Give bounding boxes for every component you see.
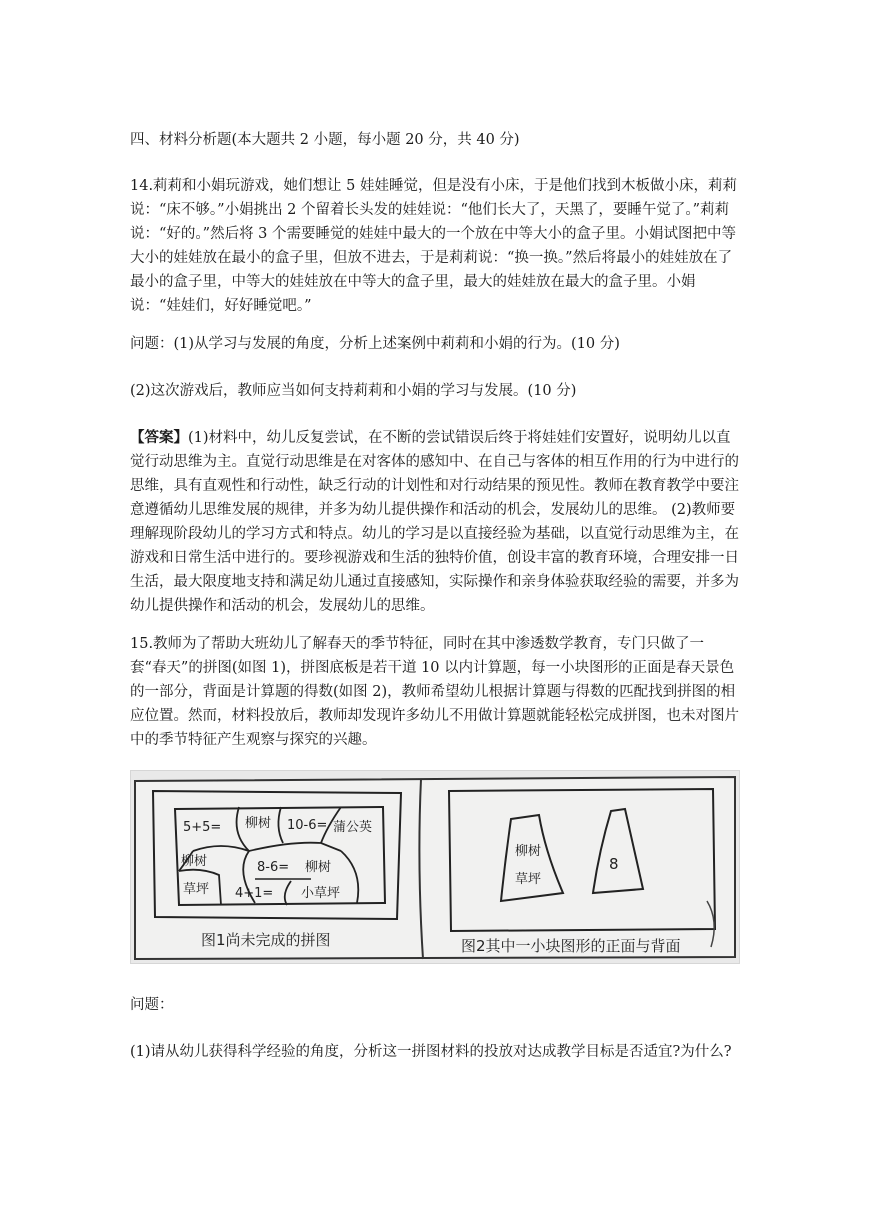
section-title: 四、材料分析题(本大题共 2 小题，每小题 20 分，共 40 分) (130, 132, 520, 148)
question-14-part-2: (2)这次游戏后，教师应当如何支持莉莉和小娟的学习与发展。(10 分) (130, 383, 577, 399)
fig1-label-7: 草坪 (183, 882, 210, 897)
question-15-problem-label: 问题： (130, 997, 174, 1013)
fig1-label-8: 4+1= (235, 886, 274, 901)
fig1-label-10: 小草坪 (301, 886, 341, 901)
question-14-answer (130, 426, 740, 618)
figure-1-caption: 图1尚未完成的拼图 (201, 931, 331, 949)
fig1-label-3: 10-6= (287, 818, 328, 833)
fig1-label-5: 8-6= (257, 860, 290, 875)
question-15-text: 15.教师为了帮助大班幼儿了解春天的季节特征，同时在其中渗透数学教育，专门只做了一套“春天”的拼图(如图 1)，拼图底板是若干道 10 以内计算题，每一小块图形的正面是春天景色的一部分，背面是计算题的得数(如图 2)，教师希望幼儿根据计算题与得数的匹配找到拼图的相应位置。然而，材料投放后，教师却发现许多幼儿不用做计算题就能轻松完成拼图，也未对图片中的季节特征产生观察与探究的兴趣。 (130, 636, 739, 748)
fig2-front-label-2: 草坪 (515, 872, 542, 887)
fig1-label-1: 5+5= (183, 820, 222, 835)
fig2-front-label-1: 柳树 (515, 844, 542, 859)
puzzle-photo (130, 770, 740, 964)
figure-2-caption: 图2其中一小块图形的正面与背面 (461, 937, 681, 955)
question-14-text: 14.莉莉和小娟玩游戏，她们想让 5 娃娃睡觉，但是没有小床，于是他们找到木板做小床，莉莉说：“床不够。”小娟挑出 2 个留着长头发的娃娃说：“他们长大了，天黑了，要睡午觉了。”莉莉说：“好的。”然后将 3 个需要睡觉的娃娃中最大的一个放在中等大小的盒子里。小娟试图把中等大小的娃娃放在最小的盒子里，但放不进去，于是莉莉说：“换一换。”然后将最小的娃娃放在了最小的盒子里，中等大的娃娃放在中等大的盒子里，最大的娃娃放在最大的盒子里。小娟说：“娃娃们，好好睡觉吧。” (130, 178, 737, 314)
fig1-label-2: 柳树 (245, 816, 272, 831)
fig2-back-label: 8 (609, 855, 619, 873)
answer-tag: 【答案】 (130, 429, 188, 446)
answer-text: (1)材料中，幼儿反复尝试，在不断的尝试错误后终于将娃娃们安置好，说明幼儿以直觉行动思维为主。直觉行动思维是在对客体的感知中、在自己与客体的相互作用的行为中进行的思维，具有直观性和行动性，缺乏行动的计划性和对行动结果的预见性。教师在教育教学中要注意遵循幼儿思维发展的规律，并多为幼儿提供操作和活动的机会，发展幼儿的思维。 (2)教师要理解现阶段幼儿的学习方式和特点。幼儿的学习是以直接经验为基础，以直觉行动思维为主，在游戏和日常生活中进行的。要珍视游戏和生活的独特价值，创设丰富的教育环境，合理安排一日生活，最大限度地支持和满足幼儿通过直接感知，实际操作和亲身体验获取经验的需要，并多为幼儿提供操作和活动的机会，发展幼儿的思维。 (130, 430, 739, 614)
fig1-label-6: 柳树 (181, 854, 208, 869)
question-14-part-1: 问题：(1)从学习与发展的角度，分析上述案例中莉莉和小娟的行为。(10 分) (130, 336, 620, 352)
fig1-label-4: 蒲公英 (333, 820, 373, 835)
question-15-sub-question-1: (1)请从幼儿获得科学经验的角度，分析这一拼图材料的投放对达成教学目标是否适宜?为什么? (130, 1044, 732, 1060)
fig1-label-9: 柳树 (305, 860, 332, 875)
